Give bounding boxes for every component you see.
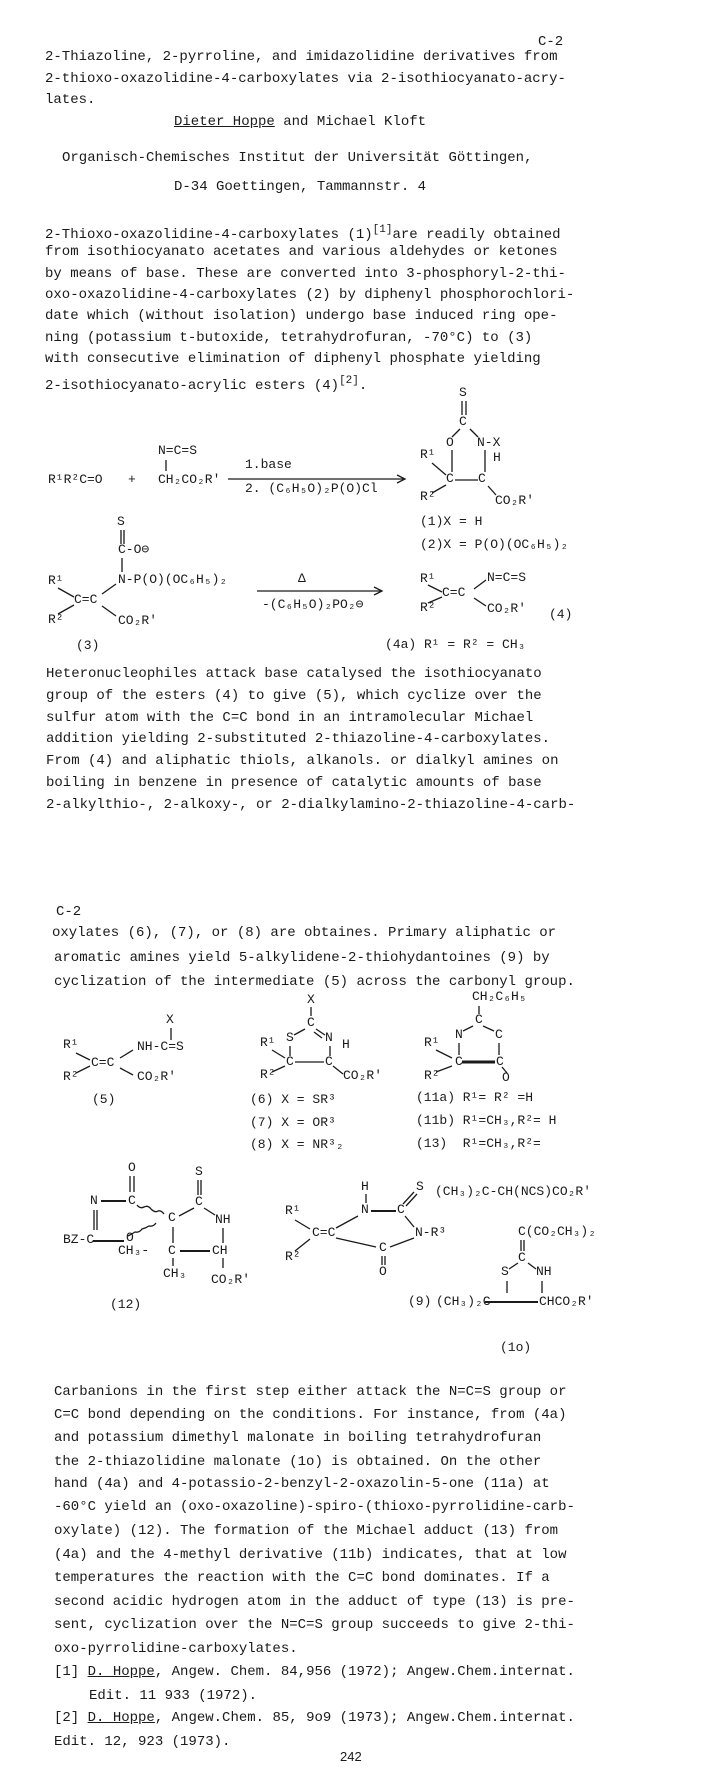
- plus-sign: +: [128, 472, 136, 487]
- paragraph-line: 2-alkylthio-, 2-alkoxy-, or 2-dialkylamino-2-thiazoline-4-carb-: [46, 797, 576, 813]
- atom: R²: [260, 1067, 276, 1082]
- heat-symbol: Δ: [298, 571, 306, 586]
- isothiocyanate-group: N=C=S: [158, 443, 198, 458]
- paragraph-line: oxo-oxazolidine-4-carboxylates (2) by diphenyl phosphorochlori-: [45, 287, 575, 303]
- atom: R¹: [260, 1035, 276, 1050]
- text: are readily obtained: [392, 227, 561, 243]
- paragraph-line: [45, 372, 368, 394]
- atom: CH₃-: [118, 1243, 150, 1258]
- atom: C: [168, 1210, 176, 1225]
- atom: R¹: [424, 1035, 440, 1050]
- compound-label-12: (12): [110, 1297, 142, 1312]
- atom: C: [195, 1194, 203, 1209]
- atom: C: [475, 1012, 483, 1027]
- paragraph-line: sulfur atom with the C=C bond in an intramolecular Michael: [46, 710, 534, 726]
- reference-2: [54, 1709, 575, 1727]
- atom: C: [518, 1250, 526, 1265]
- atom: N: [90, 1193, 98, 1208]
- title-line: lates.: [45, 92, 96, 108]
- atom: O: [379, 1264, 387, 1279]
- compound-label-9: (9): [408, 1294, 432, 1309]
- paragraph-line: From (4) and aliphatic thiols, alkanols. or dialkyl amines on: [46, 753, 559, 769]
- atom: C=C: [312, 1225, 336, 1240]
- compound-label-1: (1)X = H: [420, 514, 483, 529]
- atom: CO₂R': [343, 1068, 383, 1083]
- atom: NH-C=S: [137, 1039, 184, 1054]
- reference-number: [1]: [54, 1664, 80, 1680]
- atom: R²: [424, 1068, 440, 1083]
- atom: R¹: [285, 1203, 301, 1218]
- paragraph-line: with consecutive elimination of diphenyl phosphate yielding: [45, 351, 541, 367]
- atom: (CH₃)₂C: [436, 1294, 491, 1309]
- atom: X: [307, 992, 315, 1007]
- compound-label-6: (6) X = SR³: [250, 1092, 336, 1107]
- atom: H: [493, 450, 501, 465]
- compound-label-5: (5): [92, 1092, 116, 1107]
- atom: N: [361, 1202, 369, 1217]
- institute: Organisch-Chemisches Institut der Universität Göttingen,: [62, 150, 533, 166]
- atom: R¹: [420, 447, 436, 462]
- paragraph-line: addition yielding 2-substituted 2-thiazoline-4-carboxylates.: [46, 731, 551, 747]
- atom: O: [126, 1230, 134, 1245]
- atom: N: [455, 1027, 463, 1042]
- atom: R²: [63, 1069, 79, 1084]
- paragraph-line: from isothiocyanato acetates and various aldehydes or ketones: [45, 244, 558, 260]
- atom: X: [166, 1012, 174, 1027]
- atom: C(CO₂CH₃)₂: [518, 1224, 597, 1239]
- reference-number: [2]: [54, 1710, 80, 1726]
- reference-text: , Angew.Chem. 85, 9o9 (1973); Angew.Chem.internat.: [154, 1710, 575, 1726]
- elimination-label: -(C₆H₅O)₂PO₂⊖: [262, 597, 364, 612]
- atom: C: [168, 1243, 176, 1258]
- reference-1-continued: Edit. 11 933 (1972).: [89, 1688, 258, 1704]
- atom: C: [496, 1054, 504, 1069]
- authors-rest: and Michael Kloft: [274, 114, 427, 130]
- paragraph-line: ning (potassium t-butoxide, tetrahydrofuran, -70°C) to (3): [45, 330, 533, 346]
- reference-marker: [2]: [339, 375, 359, 387]
- paragraph-line: oxylates (6), (7), or (8) are obtaines. Primary aliphatic or: [52, 925, 557, 941]
- atom: C: [307, 1015, 315, 1030]
- paragraph-line: (4a) and the 4-methyl derivative (11b) indicates, that at low: [54, 1547, 567, 1563]
- atom: C: [286, 1054, 294, 1069]
- atom: R²: [285, 1249, 301, 1264]
- atom: C: [459, 414, 467, 429]
- paragraph-line: second acidic hydrogen atom in the adduct of type (13) is pre-: [54, 1594, 575, 1610]
- paragraph-line: temperatures the reaction with the C=C bond dominates. If a: [54, 1570, 550, 1586]
- atom: S: [286, 1030, 294, 1045]
- atom: R¹: [63, 1037, 79, 1052]
- reagent-step-1: 1.base: [245, 457, 292, 472]
- title-line: 2-thioxo-oxazolidine-4-carboxylates via 2-isothiocyanato-acry-: [45, 71, 566, 87]
- paragraph-line: aromatic amines yield 5-alkylidene-2-thiohydantoines (9) by: [54, 950, 550, 966]
- text: .: [358, 378, 368, 394]
- reagent-step-2: 2. (C₆H₅O)₂P(O)Cl: [245, 481, 378, 496]
- atom: C=C: [442, 585, 466, 600]
- title-line: 2-Thiazoline, 2-pyrroline, and imidazolidine derivatives from: [45, 49, 558, 65]
- atom: O: [128, 1160, 136, 1175]
- atom: R²: [420, 489, 436, 504]
- paragraph-line: the 2-thiazolidine malonate (1o) is obtained. On the other: [54, 1454, 542, 1470]
- atom: S: [195, 1164, 203, 1179]
- address: D-34 Goettingen, Tammannstr. 4: [174, 179, 427, 195]
- atom: C: [397, 1202, 405, 1217]
- paragraph-line: oxo-pyrrolidine-carboxylates.: [54, 1641, 298, 1657]
- reference-marker: [1]: [372, 224, 393, 236]
- atom: CO₂R': [487, 601, 527, 616]
- paragraph-line: cyclization of the intermediate (5) across the carbonyl group.: [54, 974, 575, 990]
- paragraph-line: oxylate) (12). The formation of the Michael adduct (13) from: [54, 1523, 559, 1539]
- reference-1: [54, 1663, 575, 1681]
- compound-label-10: (1o): [500, 1340, 532, 1355]
- atom: R¹: [48, 573, 64, 588]
- compound-label-7: (7) X = OR³: [250, 1115, 336, 1130]
- atom: N=C=S: [487, 570, 527, 585]
- authors: [174, 113, 426, 131]
- atom: CO₂R': [211, 1272, 251, 1287]
- atom: C: [478, 471, 486, 486]
- compound-label-3: (3): [76, 638, 100, 653]
- atom: S: [501, 1264, 509, 1279]
- atom: CO₂R': [495, 493, 535, 508]
- page-code: C-2: [538, 34, 564, 50]
- atom: NH: [536, 1264, 552, 1279]
- paragraph-line: C=C bond depending on the conditions. For instance, from (4a): [54, 1407, 567, 1423]
- reference-2-continued: Edit. 12, 923 (1973).: [54, 1734, 231, 1750]
- atom: CHCO₂R': [539, 1294, 594, 1309]
- text: 2-isothiocyanato-acrylic esters (4): [45, 378, 340, 394]
- atom: BZ-C: [63, 1232, 95, 1247]
- atom: S: [459, 385, 467, 400]
- atom: C: [495, 1027, 503, 1042]
- atom: N: [325, 1030, 333, 1045]
- atom: C: [128, 1193, 136, 1208]
- atom: N-P(O)(OC₆H₅)₂: [118, 572, 228, 587]
- atom: C: [325, 1054, 333, 1069]
- atom: CH₃: [163, 1266, 187, 1281]
- atom: CH₂C₆H₅: [472, 989, 527, 1004]
- text: 2-Thioxo-oxazolidine-4-carboxylates (1): [45, 227, 373, 243]
- atom: N-X: [477, 435, 501, 450]
- paragraph-line: date which (without isolation) undergo base induced ring ope-: [45, 308, 558, 324]
- paragraph-line: Heteronucleophiles attack base catalysed the isothiocyanato: [46, 666, 542, 682]
- page-code: C-2: [56, 904, 82, 920]
- atom: S: [117, 514, 125, 529]
- atom: CO₂R': [137, 1069, 177, 1084]
- paragraph-line: Carbanions in the first step either attack the N=C=S group or: [54, 1384, 567, 1400]
- atom: R²: [420, 600, 436, 615]
- compound-label-11b: (11b) R¹=CH₃,R²= H: [416, 1113, 557, 1128]
- atom: NH: [215, 1212, 231, 1227]
- paragraph-line: boiling in benzene in presence of catalytic amounts of base: [46, 775, 542, 791]
- compound-label-4a: (4a) R¹ = R² = CH₃: [385, 637, 526, 652]
- atom: C=C: [74, 592, 98, 607]
- atom: C: [446, 471, 454, 486]
- atom: S: [416, 1179, 424, 1194]
- paragraph-line: sent, cyclization over the N=C=S group succeeds to give 2-thi-: [54, 1617, 575, 1633]
- page-number: 242: [340, 1749, 362, 1764]
- atom: R²: [48, 612, 64, 627]
- reference-author: D. Hoppe: [87, 1664, 155, 1680]
- paragraph-line: hand (4a) and 4-potassio-2-benzyl-2-oxazolin-5-one (11a) at: [54, 1476, 550, 1492]
- paragraph-line: -60°C yield an (oxo-oxazoline)-spiro-(thioxo-pyrrolidine-carb-: [54, 1499, 575, 1515]
- atom: C: [379, 1240, 387, 1255]
- compound-label-2: (2)X = P(O)(OC₆H₅)₂: [420, 537, 569, 552]
- reference-author: D. Hoppe: [87, 1710, 155, 1726]
- paragraph-line: by means of base. These are converted into 3-phosphoryl-2-thi-: [45, 266, 566, 282]
- atom: C-O⊖: [118, 542, 150, 557]
- atom: H: [342, 1037, 350, 1052]
- reactant-carbonyl: R¹R²C=O: [48, 472, 103, 487]
- compound-13-formula: (CH₃)₂C-CH(NCS)CO₂R': [435, 1184, 592, 1199]
- author-underlined: Dieter Hoppe: [174, 114, 275, 130]
- reactant-acetate: CH₂CO₂R': [158, 472, 221, 487]
- atom: O: [446, 435, 454, 450]
- atom: CH: [212, 1243, 228, 1258]
- paragraph-line: and potassium dimethyl malonate in boiling tetrahydrofuran: [54, 1430, 542, 1446]
- atom: H: [361, 1179, 369, 1194]
- paragraph-line: group of the esters (4) to give (5), which cyclize over the: [46, 688, 542, 704]
- atom: O: [502, 1070, 510, 1085]
- compound-label-11a: (11a) R¹= R² =H: [416, 1090, 534, 1105]
- atom: C=C: [91, 1055, 115, 1070]
- atom: N-R³: [415, 1225, 447, 1240]
- atom: C: [455, 1054, 463, 1069]
- paragraph-line: [45, 221, 561, 243]
- atom: R¹: [420, 571, 436, 586]
- compound-label-8: (8) X = NR³₂: [250, 1137, 344, 1152]
- compound-label-4: (4): [549, 607, 573, 622]
- atom: CO₂R': [118, 613, 158, 628]
- reference-text: , Angew. Chem. 84,956 (1972); Angew.Chem.internat.: [154, 1664, 575, 1680]
- compound-label-13: (13) R¹=CH₃,R²=: [416, 1136, 541, 1151]
